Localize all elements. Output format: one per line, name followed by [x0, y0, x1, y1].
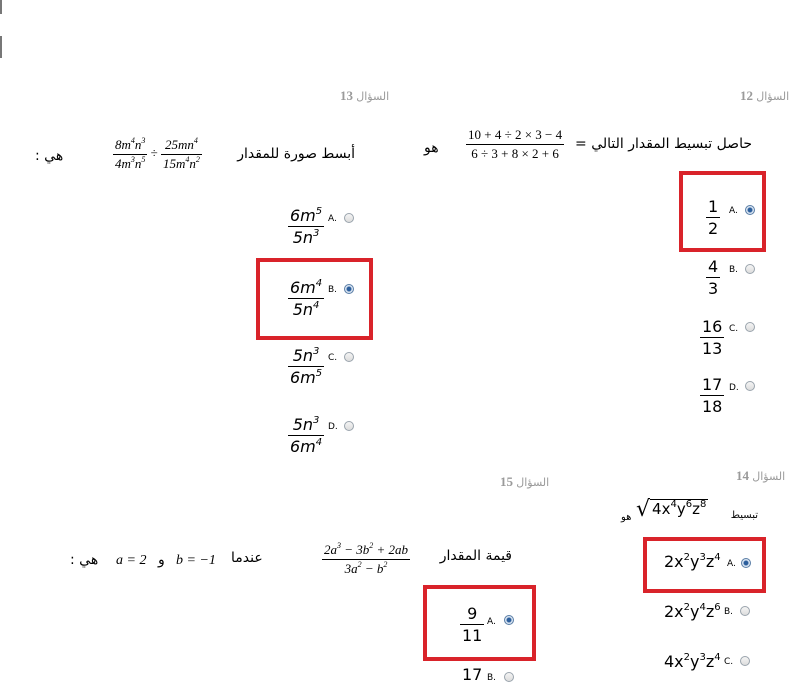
- q15-option-b-letter: B.: [487, 673, 497, 683]
- question-13-text: أبسط صورة للمقدار: [237, 146, 355, 162]
- q13-option-a-radio[interactable]: [344, 213, 354, 223]
- q13-option-b-value: $\frac{6m^4}{5n^4}$: [290, 278, 323, 319]
- q15-option-b-value: 17: [462, 665, 483, 684]
- q12-option-b-radio[interactable]: [745, 264, 755, 274]
- question-14-header: 14 السؤال: [736, 468, 786, 483]
- q12-option-b-letter: B.: [729, 265, 739, 275]
- q13-option-b-letter: B.: [328, 285, 338, 295]
- question-13-header: 13 السؤال: [340, 88, 390, 103]
- question-15-b-value: b = −1: [176, 553, 216, 568]
- question-12-is-word: هو: [424, 140, 439, 156]
- left-edge-mark: [0, 0, 2, 14]
- q14-option-c-radio[interactable]: [740, 656, 750, 666]
- question-12-expression: $\frac{10 + 4 \div 2 \times 3 - 4}{6 \div 3 + 8 \times 2 + 6}$: [468, 127, 563, 161]
- q12-option-a-letter: A.: [729, 206, 738, 216]
- question-15-header: 15 السؤال: [500, 474, 550, 489]
- q13-option-c-radio[interactable]: [344, 352, 354, 362]
- q12-option-b-value: $\frac{4}{3}$: [708, 257, 719, 298]
- question-14-expression: √ $4x^4y^6z^8$: [636, 497, 707, 522]
- q13-option-a-value: $\frac{6m^5}{5n^3}$: [290, 206, 323, 247]
- q14-option-b-value: $2x^2y^4z^6$: [664, 602, 721, 621]
- q13-option-d-radio[interactable]: [344, 421, 354, 431]
- left-edge-mark: [0, 36, 2, 58]
- q12-option-d-radio[interactable]: [745, 381, 755, 391]
- q12-option-c-value: $\frac{16}{13}$: [702, 317, 723, 358]
- question-15-is-word: هي :: [70, 552, 99, 568]
- question-14-text: تبسيط: [730, 510, 758, 521]
- q13-option-d-letter: D.: [328, 422, 338, 432]
- q14-option-c-value: $4x^2y^3z^4$: [664, 652, 721, 671]
- q12-option-c-letter: C.: [729, 324, 739, 334]
- q15-option-a-letter: A.: [487, 617, 496, 627]
- q14-option-b-radio[interactable]: [740, 606, 750, 616]
- q12-option-d-letter: D.: [729, 383, 739, 393]
- q14-option-a-letter: A.: [727, 559, 736, 569]
- q13-option-c-value: $\frac{5n^3}{6m^5}$: [290, 346, 323, 387]
- q13-option-b-radio[interactable]: [344, 284, 354, 294]
- q12-option-c-radio[interactable]: [745, 322, 755, 332]
- q13-option-d-value: $\frac{5n^3}{6m^4}$: [290, 415, 323, 456]
- question-13-expression: $\frac{8m^4n^3}{4m^3n^5}$ ÷ $\frac{25mn^4}{15m^4n^2}$: [115, 136, 200, 171]
- q13-option-a-letter: A.: [328, 214, 337, 224]
- q12-option-d-value: $\frac{17}{18}$: [702, 375, 723, 416]
- question-12-text: حاصل تبسيط المقدار التالي =: [575, 136, 752, 152]
- question-13-is-word: هي :: [35, 148, 64, 164]
- q14-option-b-letter: B.: [724, 607, 734, 617]
- question-15-and: و: [158, 552, 165, 568]
- q14-option-a-radio[interactable]: [741, 558, 751, 568]
- q13-option-c-letter: C.: [328, 353, 338, 363]
- question-12-header: 12 السؤال: [740, 88, 790, 103]
- q12-option-a-radio[interactable]: [745, 205, 755, 215]
- q14-option-a-value: $2x^2y^3z^4$: [664, 552, 721, 571]
- q12-option-a-value: $\frac{1}{2}$: [708, 197, 719, 238]
- question-15-when: عندما: [231, 550, 263, 566]
- question-15-a-value: a = 2: [116, 553, 147, 568]
- q15-option-b-radio[interactable]: [504, 672, 514, 682]
- question-15-text: قيمة المقدار: [439, 548, 512, 564]
- q14-option-c-letter: C.: [724, 657, 734, 667]
- question-14-is-word: هو: [621, 512, 632, 523]
- question-15-expression: $\frac{2a^3 - 3b^2 + 2ab}{3a^2 - b^2}$: [324, 541, 409, 576]
- q15-option-a-value: $\frac{9}{11}$: [462, 604, 483, 645]
- q15-option-a-radio[interactable]: [504, 615, 514, 625]
